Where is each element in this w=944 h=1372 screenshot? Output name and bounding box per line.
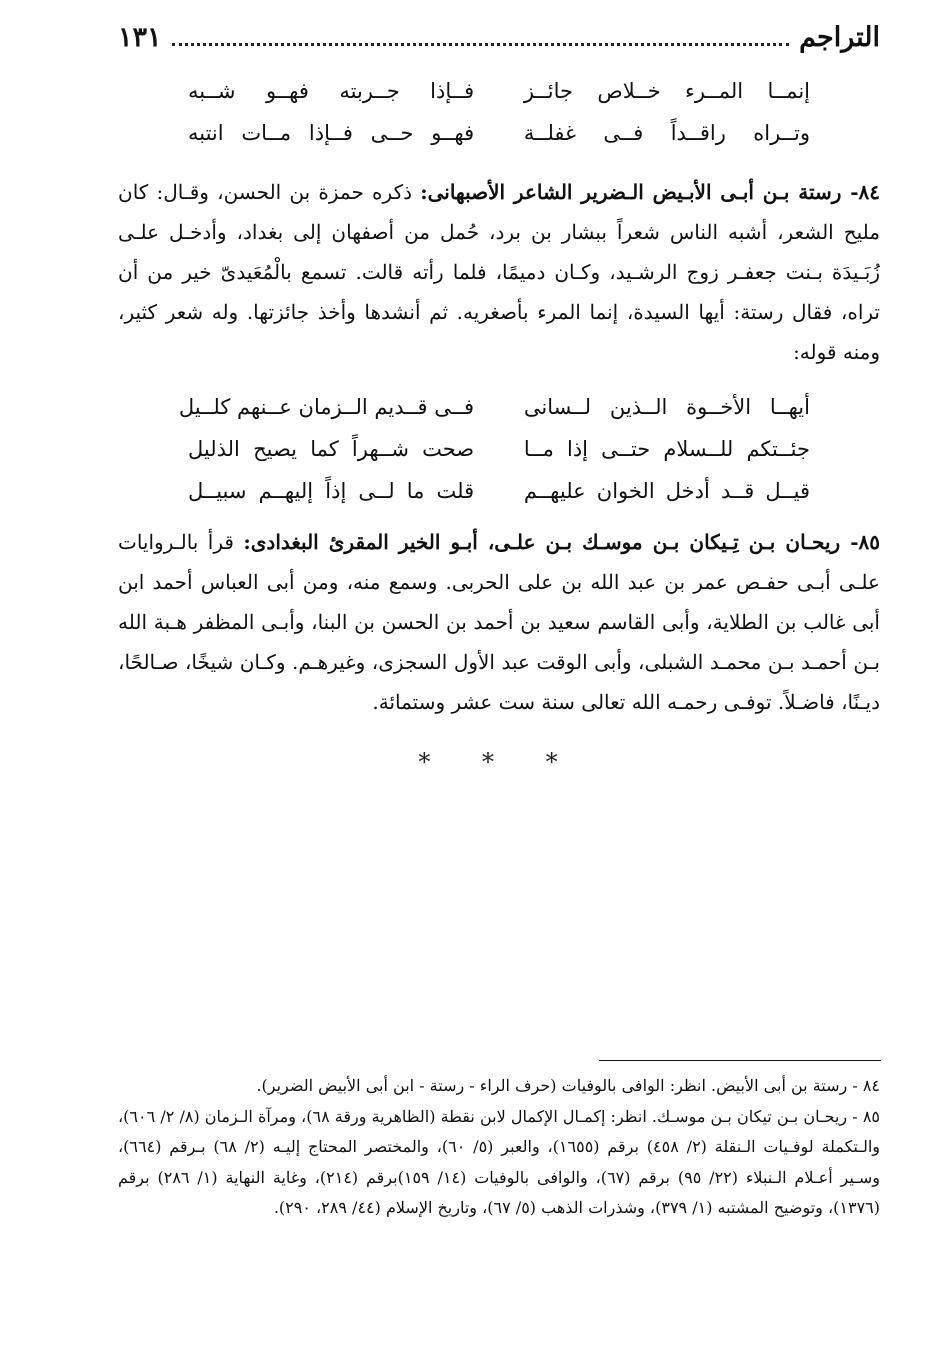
section-separator-stars: * * * [418,748,580,776]
verse-second-hemistich: قلت ما لــى إذاً إليهــم سبيــل [188,479,475,503]
poem-block [188,70,810,154]
book-page [118,22,880,776]
poem-block [178,386,810,512]
verse-second-hemistich: فــى قــديم الــزمان عــنهم كلــيل [178,395,475,419]
entry-85-paragraph [118,522,880,722]
entry-84-heading: ٨٤- رستة بـن أبـى الأبـيض الـضرير الشاعر الأصبهانى: [420,180,880,204]
dotted-leader [172,42,790,46]
verse-line [188,428,810,470]
verse-first-hemistich: أيهــا الأخــوة الــذين لــسانى [523,395,810,419]
footnote-85: ٨٥ - ريحـان بـن تيكان بـن موسـك. انظر: إكمـال الإكمال لابن نقطة (الظاهرية ورقة ٦٨)، ومرآة الـزمان (٨/ ٢/ ٦٠٦)، والـتكملة لوفـيات الـنقلة (٢/ ٤٥٨) برقم (١٦٥٥)، والعبر (٥/ ٦٠)، والمختصر المحتاج إليـه (٢/ ٦٨) بـرقم (٦٦٤)، وسـير أعـلام الـنبلاء (٢٢/ ٩٥) برقم (٦٧)، والوافى بالوفيات (١٤/ ١٥٩)برقم (٢١٤)، وغاية النهاية (١/ ٢٨٦) برقم (١٣٧٦)، وتوضيح المشتبه (١/ ٣٧٩)، وشذرات الذهب (٥/ ٦٧)، وتاريخ الإسلام (٤٤/ ٢٨٩، ٢٩٠). [118,1106,881,1217]
page-number: ١٣١ [118,22,162,53]
verse-first-hemistich: قيــل قــد أدخل الخوان عليهــم [523,479,810,503]
verse-line [178,386,810,428]
verse-second-hemistich: فــإذا جــربته فهــو شــبه [188,79,475,103]
entry-85-heading: ٨٥- ريحـان بـن تِـيكان بـن موسـك بـن علـى، أبـو الخير المقرئ البغدادى: [243,530,881,554]
verse-second-hemistich: فهــو حــى فــإذا مــات انتبه [188,121,475,145]
verse-first-hemistich: إنمــا المــرء خــلاص جائــز [523,79,810,103]
entry-84-paragraph [118,172,880,372]
footnote-divider [599,1060,881,1061]
chapter-title: التراجم [799,22,880,53]
verse-second-hemistich: صحت شــهراً كما يصيح الذليل [188,437,475,461]
footnote-84: ٨٤ - رستة بن أبى الأبيض. انظر: الوافى بالوفيات (حرف الراء - رستة - ابن أبى الأبيض الضرير). [256,1076,880,1095]
footnotes [118,1071,880,1224]
verse-line [188,70,810,112]
running-header [118,22,880,70]
entry-84-text: ذكره حمزة بن الحسن، وقـال: كان مليح الشعر، أشبه الناس شعراً ببشار بن برد، حُمل من أصفهان إلى بغداد، وأدخـل علـى زُبَـيدَة بـنت جعفـر زوج الرشـيد، وكـان دميمًا، فلما رأته قالت. تسمع بالْمُعَيدىّ خير من أن تراه، فقال رستة: أيها السيدة، إنما المرء بأصغريه. ثم أنشدها وأخذ جائزتها. وله شعر كثير، ومنه قوله: [118,180,880,364]
verse-first-hemistich: جئــتكم للــسلام حتــى إذا مــا [523,437,810,461]
verse-line [188,470,810,512]
entry-85-text: قرأ بالـروايات علـى أبـى حفـص عمر بن عبد الله بن على الحربى. وسمع منه، ومن أبى العباس أحمد ابن أبى غالب بن الطلاية، وأبى القاسم سعيد بن أحمد بن الحسن بن البنا، وأبـى المظفر هـبة الله بـن أحمـد بـن محمـد الشبلى، وأبى الوقت عبد الأول السجزى، وغيرهـم. وكـان شيخًا، صـالحًا، ديـنًا، فاضـلاً. توفـى رحمـه الله تعالى سنة ست عشر وستمائة. [118,530,880,714]
verse-first-hemistich: وتــراه راقــداً فــى غفلــة [523,121,810,145]
verse-line [188,112,810,154]
